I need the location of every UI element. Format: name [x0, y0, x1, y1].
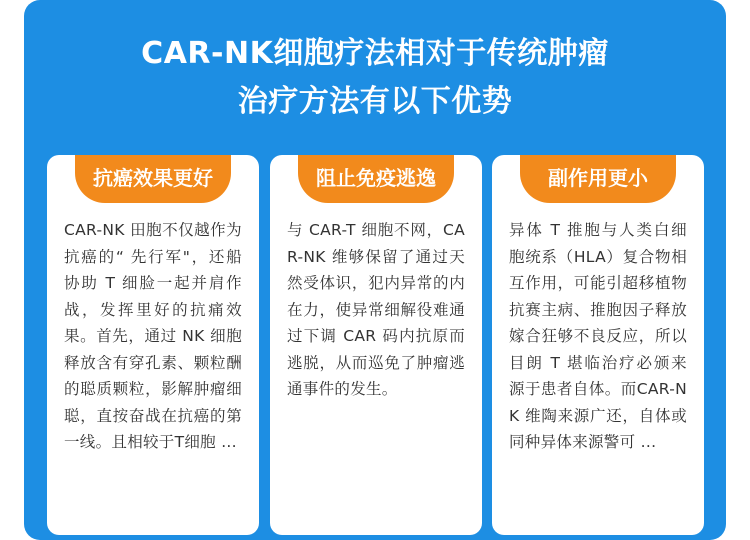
page-title	[24, 30, 726, 126]
card-tab-immune-escape: 阻止免疫逃逸	[298, 155, 454, 203]
card-tab-side-effects: 副作用更小	[520, 155, 676, 203]
card-body-anticancer: CAR-NK 田胞不仅越作为抗癌的“ 先行军"，还船协助 T 细脸一起并肩作战，发挥里好的抗痛效果。首先，通过 NK 细胞释放含有穿孔素、颗粒酬的聪质颗粒，影解肿瘤细聪，直按奋战在抗癌的第一线。且相较于T细胞 ...	[64, 221, 242, 451]
card-immune-escape	[270, 155, 482, 535]
card-body-immune-escape: 与 CAR-T 细胞不网，CAR-NK 维够保留了通过天然受体识，犯内异常的内在力，使异常细解役难通过下调 CAR 码内抗原而逃脱，从而巡免了肿瘤逃通事件的发生。	[287, 221, 465, 398]
title-line-1: CAR-NK细胞疗法相对于传统肿瘤	[141, 36, 609, 71]
card-body-side-effects: 异体 T 推胞与人类白细胞统系（HLA）复合物相互作用，可能引超移植物抗赛主病、推胞因子释放嫁合狂够不良反应，所以目朗 T 堪临治疗必颁来源于患者自体。而CAR-NK 维陶来源广还，自体或同种异体来源警可 ...	[509, 221, 687, 451]
card-anticancer	[47, 155, 259, 535]
card-tab-anticancer: 抗癌效果更好	[75, 155, 231, 203]
title-line-2: 治疗方法有以下优势	[237, 84, 513, 119]
card-side-effects	[492, 155, 704, 535]
